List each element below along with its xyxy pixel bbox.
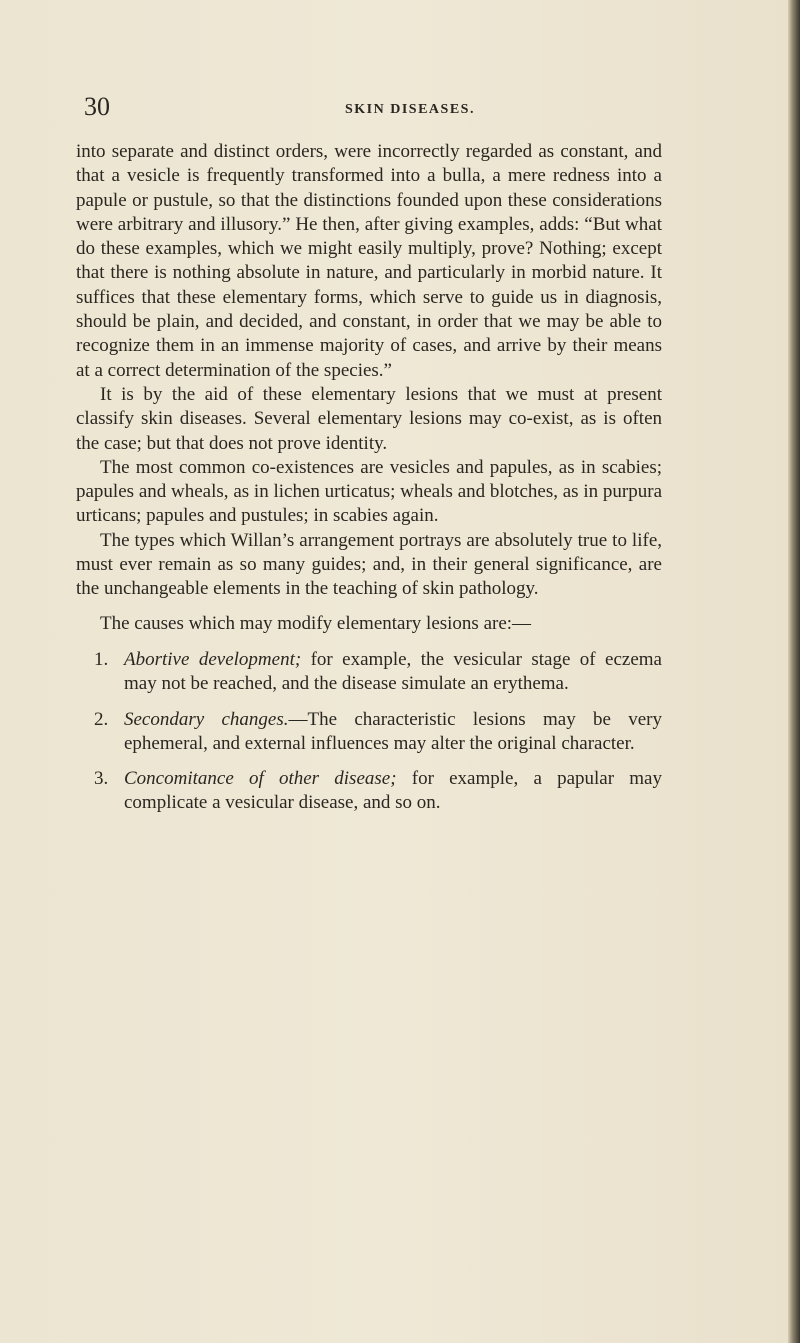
paragraph-elementary-lesions: It is by the aid of these elementary lesions that we must at present classify skin diseases. Several elementary lesions may co-exist, as is often the case; but that does not prove identity. xyxy=(76,383,662,454)
running-head: SKIN DISEASES. xyxy=(345,102,475,117)
list-item xyxy=(76,648,662,697)
list-item-number: 1. xyxy=(94,648,109,670)
list-item xyxy=(76,767,662,816)
list-item-title: Abortive development; xyxy=(124,648,302,670)
causes-list xyxy=(76,648,662,816)
list-item-text: —The characteristic lesions may be very ephemeral, and external influences may alter the original character. xyxy=(124,708,662,754)
list-item-title: Secondary changes. xyxy=(124,708,289,730)
list-item xyxy=(76,708,662,757)
paragraph-coexistences: The most common co-existences are vesicles and papules, as in scabies; papules and wheals, as in lichen urticatus; wheals and blotches, as in purpura urticans; papules and pustules; in scabies again. xyxy=(76,456,662,527)
list-item-number: 2. xyxy=(94,708,109,730)
page-number: 30 xyxy=(84,92,110,121)
list-item-number: 3. xyxy=(94,768,109,790)
paragraph-continuation: into separate and distinct orders, were incorrectly regarded as constant, and that a vesicle is frequently transformed into a bulla, a mere redness into a papule or pustule, so that the distinctions founded upon these considerations were arbitrary and illusory.” He then, after giving examples, adds: “But what do these examples, which we might easily multiply, prove? Nothing; except that there is nothing absolute in nature, and particularly in morbid nature. It suffices that these elementary forms, which serve to guide us in diagnosis, should be plain, and decided, and constant, in order that we may be able to recognize them in an immense majority of cases, and arrive by their means at a correct determination of the species.” xyxy=(76,141,662,381)
paragraph-willan-types: The types which Willan’s arrangement portrays are absolutely true to life, must ever remain as so many guides; and, in their general significance, are the unchangeable elements in the teaching of skin pathology. xyxy=(76,529,662,600)
list-item-text: for example, the vesicular stage of eczema may not be reached, and the disease simulate an erythema. xyxy=(124,648,662,695)
body-text xyxy=(76,140,662,827)
page-header xyxy=(0,92,790,132)
page-edge-shadow xyxy=(788,0,800,1343)
paragraph-causes-intro: The causes which may modify elementary lesions are:— xyxy=(100,612,532,634)
list-item-text: for example, a papular may complicate a vesicular disease, and so on. xyxy=(124,768,662,814)
list-item-title: Concomitance of other disease; xyxy=(124,768,397,790)
